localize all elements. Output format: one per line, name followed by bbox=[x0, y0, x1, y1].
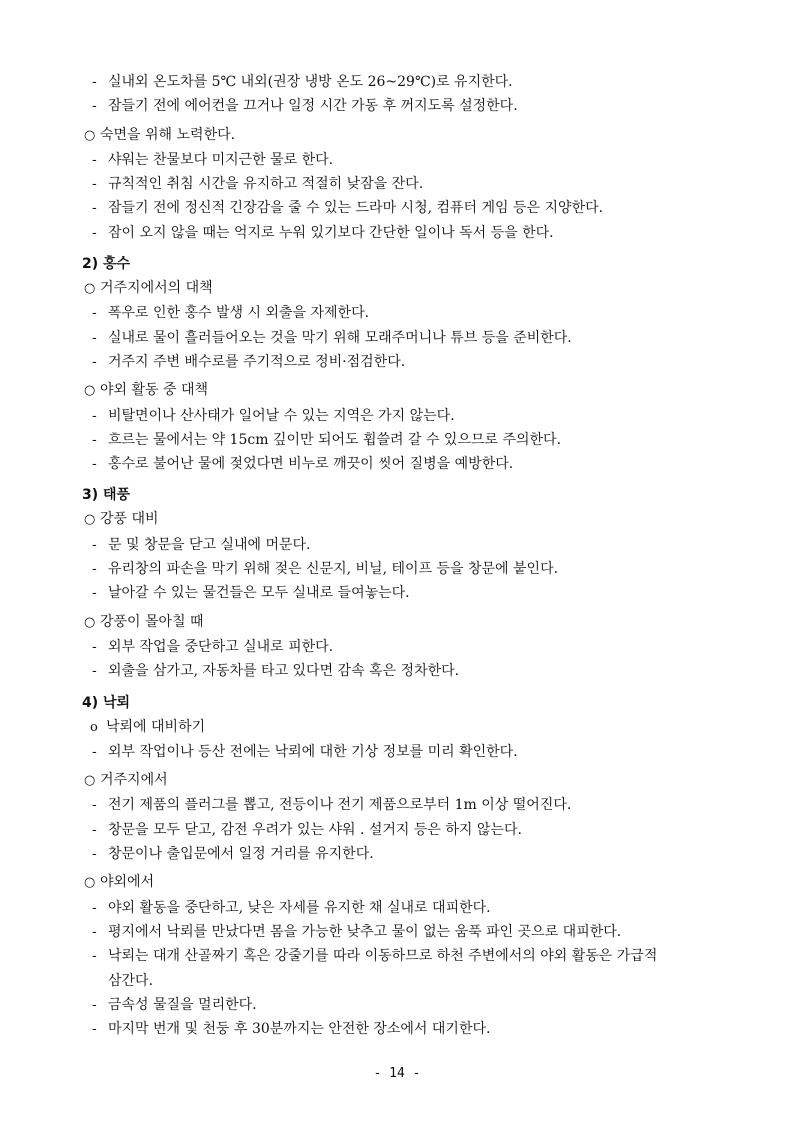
circle-bullet-icon: o bbox=[90, 719, 98, 735]
page-number: - 14 - bbox=[373, 1066, 421, 1081]
list-item: - 샤워는 찬물보다 미지근한 물로 한다. bbox=[92, 151, 334, 168]
list-item: - 거주지 주변 배수로를 주기적으로 정비·점검한다. bbox=[92, 353, 406, 370]
list-item: - 규칙적인 취침 시간을 유지하고 적절히 낮잠을 잔다. bbox=[92, 176, 424, 193]
list-item: - 잠들기 전에 에어컨을 끄거나 일정 시간 가동 후 꺼지도록 설정한다. bbox=[92, 98, 518, 115]
list-item: - 잠이 오지 않을 때는 억지로 누워 있기보다 간단한 일이나 독서 등을 한다. bbox=[92, 224, 554, 241]
list-item: - 전기 제품의 플러그를 뽑고, 전등이나 전기 제품으로부터 1m 이상 떨어진다. bbox=[92, 797, 572, 814]
list-item: - 창문을 모두 닫고, 감전 우려가 있는 샤워 . 설거지 등은 하지 않는다. bbox=[92, 821, 522, 838]
list-item: - 흐르는 물에서는 약 15cm 깊이만 되어도 휩쓸려 갈 수 있으므로 주의한다. bbox=[92, 431, 562, 448]
list-item: - 외출을 삼가고, 자동차를 타고 있다면 감속 혹은 정차한다. bbox=[92, 663, 460, 680]
list-item: - 낙뢰는 대개 산골짜기 혹은 강줄기를 따라 이동하므로 하천 주변에서의 야외 활동은 가급적 bbox=[92, 948, 658, 965]
section-bullet: ○ 야외 활동 중 대책 bbox=[82, 378, 732, 403]
section-bullet: ○ 강풍이 몰아칠 때 bbox=[82, 610, 732, 635]
list-item: - 외부 작업을 중단하고 실내로 피한다. bbox=[92, 638, 334, 655]
list-item: - 실내외 온도차를 5℃ 내외(권장 냉방 온도 26~29℃)로 유지한다. bbox=[92, 74, 513, 90]
list-item: - 잠들기 전에 정신적 긴장감을 줄 수 있는 드라마 시청, 컴퓨터 게임 등은 지양한다. bbox=[92, 200, 604, 217]
list-item: - 창문이나 출입문에서 일정 거리를 유지한다. bbox=[92, 846, 374, 863]
list-item-continuation: 삼간다. bbox=[108, 972, 154, 989]
list-item: - 금속성 물질을 멀리한다. bbox=[92, 996, 257, 1013]
list-item: - 외부 작업이나 등산 전에는 낙뢰에 대한 기상 정보를 미리 확인한다. bbox=[92, 743, 518, 760]
circle-bullet-icon: ○ bbox=[84, 281, 96, 297]
section-bullet: ○ 거주지에서 bbox=[82, 768, 732, 793]
section-heading-typhoon: 3) 태풍 bbox=[82, 487, 131, 504]
list-item: - 날아갈 수 있는 물건들은 모두 실내로 들여놓는다. bbox=[92, 585, 410, 602]
circle-bullet-icon: ○ bbox=[84, 383, 96, 399]
list-item: - 문 및 창문을 닫고 실내에 머문다. bbox=[92, 536, 311, 553]
circle-bullet-icon: ○ bbox=[84, 875, 96, 891]
section-heading-flood: 2) 홍수 bbox=[82, 256, 131, 273]
list-item: - 마지막 번개 및 천둥 후 30분까지는 안전한 장소에서 대기한다. bbox=[92, 1021, 491, 1038]
circle-bullet-icon: ○ bbox=[84, 127, 96, 143]
circle-bullet-icon: ○ bbox=[84, 773, 96, 789]
section-bullet: o 낙뢰에 대비하기 bbox=[82, 715, 732, 740]
list-item: - 비탈면이나 산사태가 일어날 수 있는 지역은 가지 않는다. bbox=[92, 407, 455, 424]
section-bullet: ○ 강풍 대비 bbox=[82, 507, 732, 532]
page-content bbox=[82, 70, 732, 1041]
list-item: - 야외 활동을 중단하고, 낮은 자세를 유지한 채 실내로 대피한다. bbox=[92, 899, 491, 916]
list-item: - 평지에서 낙뢰를 만났다면 몸을 가능한 낮추고 물이 없는 움푹 파인 곳으로 대피한다. bbox=[92, 923, 622, 940]
list-item: - 홍수로 불어난 물에 젖었다면 비누로 깨끗이 씻어 질병을 예방한다. bbox=[92, 456, 514, 473]
circle-bullet-icon: ○ bbox=[84, 512, 96, 528]
list-item: - 유리창의 파손을 막기 위해 젖은 신문지, 비닐, 테이프 등을 창문에 붙인다. bbox=[92, 561, 559, 578]
section-bullet: ○ 야외에서 bbox=[82, 870, 732, 895]
section-heading-lightning: 4) 낙뢰 bbox=[82, 694, 131, 711]
section-bullet: ○ 거주지에서의 대책 bbox=[82, 276, 732, 301]
list-item: - 폭우로 인한 홍수 발생 시 외출을 자제한다. bbox=[92, 305, 370, 322]
section-bullet: ○ 숙면을 위해 노력한다. bbox=[82, 123, 732, 148]
list-item: - 실내로 물이 흘러들어오는 것을 막기 위해 모래주머니나 튜브 등을 준비한다. bbox=[92, 329, 572, 346]
circle-bullet-icon: ○ bbox=[84, 614, 96, 630]
